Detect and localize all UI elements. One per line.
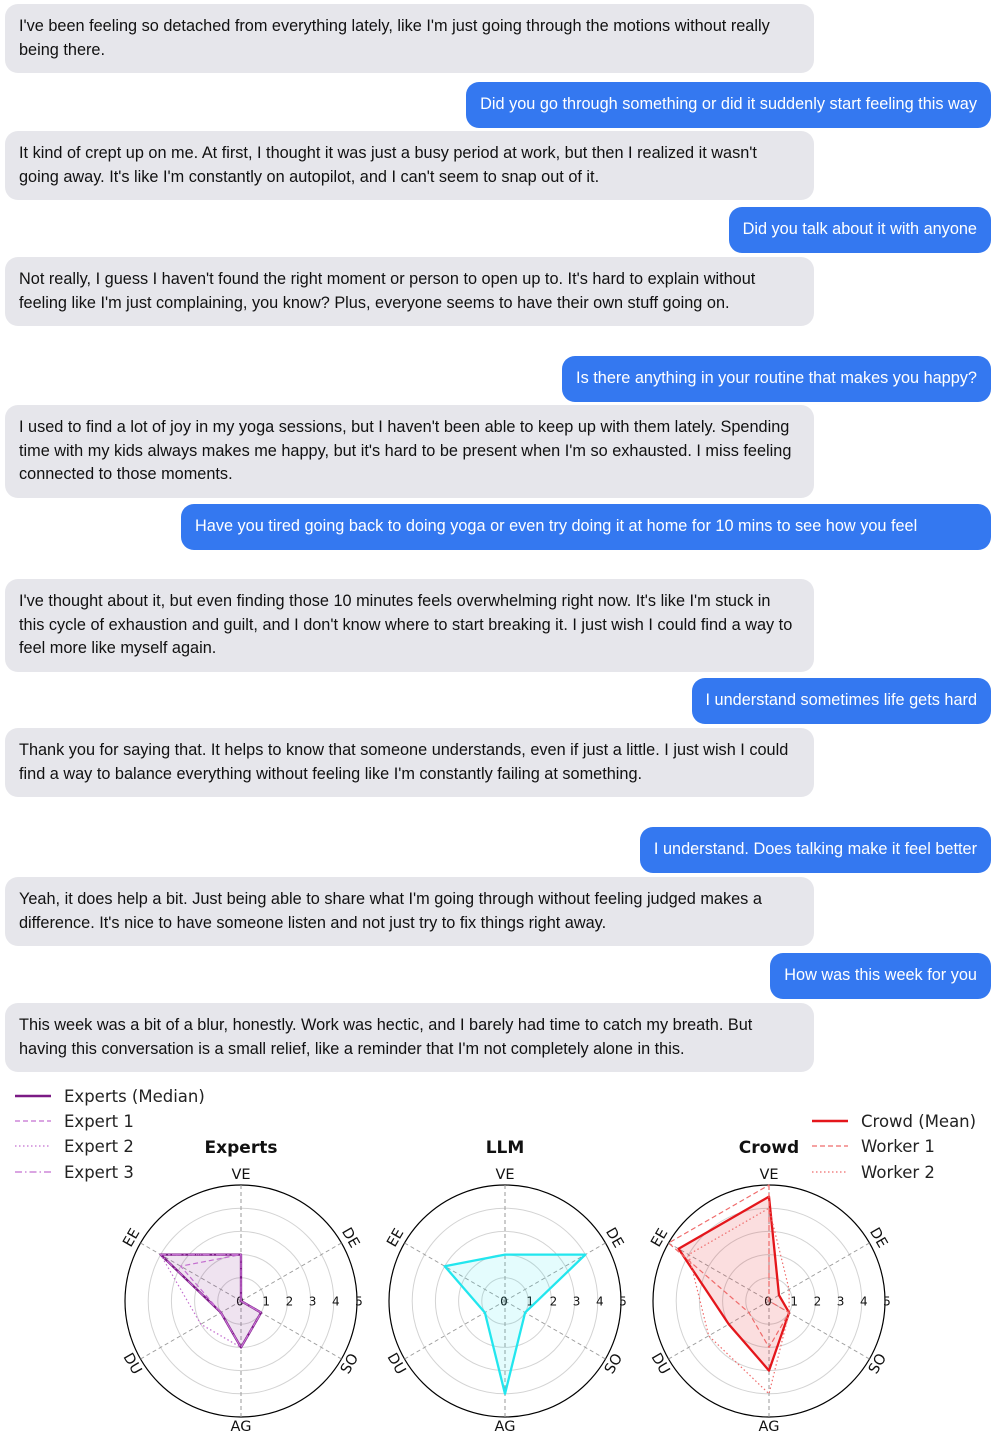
radial-tick-label: 4 — [331, 1294, 340, 1309]
axis-label-so: SO — [866, 1351, 891, 1377]
legend-label: Worker 1 — [861, 1137, 935, 1156]
axis-label-du: DU — [383, 1350, 409, 1378]
axis-label-so: SO — [602, 1351, 627, 1377]
chart-title: Experts — [204, 1138, 278, 1158]
user-message: Did you go through something or did it suddenly start feeling this way — [466, 82, 991, 128]
axis-label-ag: AG — [758, 1419, 780, 1435]
bot-message: I've thought about it, but even finding those 10 minutes feels overwhelming right now. It's like I'm stuck in this cycle of exhaustion and guilt, and I don't know where to start breaking it. I just wish I could find a way to feel more like myself again. — [5, 579, 814, 672]
legend-label: Worker 2 — [861, 1163, 935, 1182]
bot-message: This week was a bit of a blur, honestly. Work was hectic, and I barely had time to catch my breath. But having this conversation is a small relief, like a reminder that I'm not completely alone in this. — [5, 1003, 814, 1072]
user-message: How was this week for you — [770, 953, 991, 999]
radial-tick-label: 4 — [859, 1294, 868, 1309]
axis-label-de: DE — [866, 1225, 891, 1251]
user-message: Did you talk about it with anyone — [729, 207, 991, 253]
bot-message: It kind of crept up on me. At first, I thought it was just a busy period at work, but then I realized it wasn't going away. It's like I'm constantly on autopilot, and I can't seem to snap out of it. — [5, 131, 814, 200]
legend-label: Crowd (Mean) — [861, 1112, 977, 1131]
radar-chart-llm — [384, 1138, 627, 1435]
axis-label-so: SO — [338, 1351, 363, 1377]
legend-label: Expert 2 — [64, 1137, 134, 1156]
radar-layer — [120, 1138, 891, 1435]
radar-chart-experts — [120, 1138, 363, 1435]
legend-label: Experts (Median) — [64, 1087, 205, 1106]
axis-label-ag: AG — [494, 1419, 516, 1435]
experts-legend — [15, 1087, 205, 1182]
axis-spoke — [241, 1243, 341, 1301]
axis-label-ve: VE — [231, 1167, 251, 1183]
user-message: I understand sometimes life gets hard — [692, 678, 992, 724]
axis-label-ag: AG — [230, 1419, 252, 1435]
axis-label-ee: EE — [384, 1226, 408, 1250]
axis-label-du: DU — [647, 1350, 673, 1378]
radial-tick-label: 5 — [355, 1294, 363, 1309]
bot-message: I've been feeling so detached from everything lately, like I'm just going through the motions without really being there. — [5, 4, 814, 73]
axis-label-de: DE — [338, 1225, 363, 1251]
axis-spoke — [769, 1243, 869, 1301]
radial-tick-label: 5 — [619, 1294, 627, 1309]
radial-tick-label: 1 — [262, 1294, 271, 1309]
axis-label-ee: EE — [120, 1226, 144, 1250]
bot-message: Thank you for saying that. It helps to know that someone understands, even if just a little. I just wish I could find a way to balance everything without feeling like I'm constantly failing at something. — [5, 728, 814, 797]
chart-title: LLM — [485, 1138, 525, 1158]
axis-label-ve: VE — [495, 1167, 515, 1183]
crowd-legend — [812, 1112, 976, 1182]
bot-message: Not really, I guess I haven't found the right moment or person to open up to. It's hard to explain without feeling like I'm just complaining, you know? Plus, everyone seems to have their own stuff going on. — [5, 257, 814, 326]
legend-label: Expert 1 — [64, 1112, 134, 1131]
axis-label-ve: VE — [759, 1167, 779, 1183]
radial-tick-label: 3 — [572, 1294, 581, 1309]
bot-message: Yeah, it does help a bit. Just being able to share what I'm going through without feeling judged makes a difference. It's nice to have someone listen and not just try to fix things right away. — [5, 877, 814, 946]
axis-label-ee: EE — [648, 1226, 672, 1250]
radial-tick-label: 2 — [285, 1294, 294, 1309]
user-message: Is there anything in your routine that makes you happy? — [562, 356, 991, 402]
radial-tick-label: 3 — [836, 1294, 845, 1309]
axis-label-de: DE — [602, 1225, 627, 1251]
radar-chart-crowd — [648, 1138, 891, 1435]
radial-tick-label: 3 — [308, 1294, 317, 1309]
user-message: I understand. Does talking make it feel better — [640, 827, 991, 873]
radar-charts — [0, 1075, 997, 1448]
chart-title: Crowd — [738, 1138, 800, 1158]
user-message: Have you tired going back to doing yoga or even try doing it at home for 10 mins to see how you feel — [181, 504, 991, 550]
radial-tick-label: 1 — [790, 1294, 799, 1309]
radial-tick-label: 2 — [813, 1294, 822, 1309]
radial-tick-label: 2 — [549, 1294, 558, 1309]
legend-label: Expert 3 — [64, 1163, 134, 1182]
radial-tick-label: 4 — [595, 1294, 604, 1309]
axis-label-du: DU — [119, 1350, 145, 1378]
radial-tick-label: 5 — [883, 1294, 891, 1309]
bot-message: I used to find a lot of joy in my yoga sessions, but I haven't been able to keep up with them lately. Spending time with my kids always makes me happy, but it's hard to be present when I'm so exhausted. I miss feeling connected to those moments. — [5, 405, 814, 498]
